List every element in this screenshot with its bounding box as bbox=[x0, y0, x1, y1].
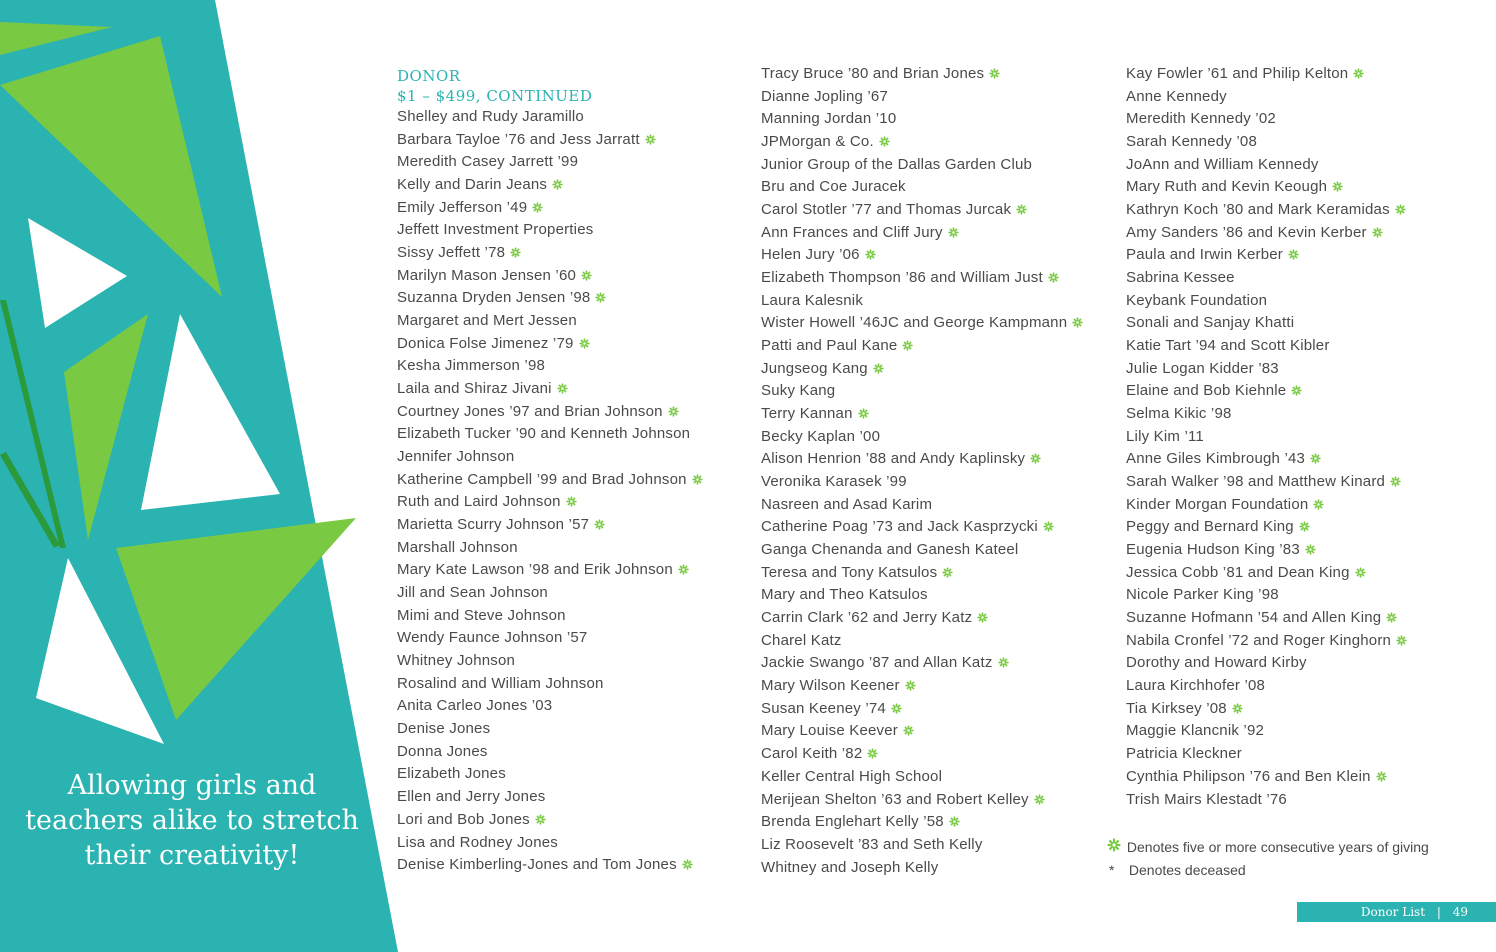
donor-entry bbox=[761, 108, 1083, 131]
donor-name: Kesha Jimmerson ’98 bbox=[397, 357, 546, 375]
donor-name: Anne Giles Kimbrough ’43 bbox=[1126, 450, 1306, 468]
donor-entry bbox=[761, 154, 1083, 177]
donor-name: Sissy Jeffett ’78 bbox=[397, 244, 506, 262]
donor-entry bbox=[397, 763, 703, 786]
donor-name: Bru and Coe Juracek bbox=[761, 178, 906, 196]
donor-entry bbox=[761, 607, 1083, 630]
donor-name: Wister Howell ’46JC and George Kampmann bbox=[761, 314, 1068, 332]
donor-name: Julie Logan Kidder ’83 bbox=[1126, 359, 1279, 377]
asterisk-flower-icon bbox=[1048, 272, 1059, 283]
asterisk-flower-icon bbox=[1390, 476, 1401, 487]
donor-entry bbox=[397, 333, 703, 356]
donor-entry bbox=[761, 335, 1083, 358]
donor-name: Paula and Irwin Kerber bbox=[1126, 246, 1283, 264]
footer-page-number: 49 bbox=[1452, 905, 1468, 919]
donor-name: Kinder Morgan Foundation bbox=[1126, 495, 1309, 513]
asterisk-flower-icon bbox=[949, 816, 960, 827]
asterisk-flower-icon bbox=[903, 725, 914, 736]
donor-name: Sarah Walker ’98 and Matthew Kinard bbox=[1126, 473, 1386, 491]
donor-name: JPMorgan & Co. bbox=[761, 133, 874, 151]
donor-name: Liz Roosevelt ’83 and Seth Kelly bbox=[761, 835, 983, 853]
donor-entry bbox=[1126, 516, 1407, 539]
donor-name: Jill and Sean Johnson bbox=[397, 584, 548, 602]
donor-name: Anita Carleo Jones ’03 bbox=[397, 697, 553, 715]
asterisk-flower-icon bbox=[1072, 317, 1083, 328]
donor-entry bbox=[397, 718, 703, 741]
asterisk-flower-icon bbox=[1332, 181, 1343, 192]
asterisk-flower-icon bbox=[682, 859, 693, 870]
donor-entry bbox=[761, 516, 1083, 539]
donor-name: Trish Mairs Klestadt ’76 bbox=[1126, 790, 1287, 808]
donor-name: Jeffett Investment Properties bbox=[397, 221, 594, 239]
donor-name: Sonali and Sanjay Khatti bbox=[1126, 314, 1295, 332]
donor-name: Jackie Swango ’87 and Allan Katz bbox=[761, 654, 993, 672]
donor-name: Eugenia Hudson King ’83 bbox=[1126, 541, 1300, 559]
donor-name: Helen Jury ’06 bbox=[761, 246, 860, 264]
footer-section-label: Donor List bbox=[1360, 905, 1426, 919]
donor-entry bbox=[397, 174, 703, 197]
asterisk-flower-icon bbox=[1313, 499, 1324, 510]
asterisk-flower-icon bbox=[977, 612, 988, 623]
donor-name: Suzanne Hofmann ’54 and Allen King bbox=[1126, 609, 1382, 627]
donor-entry bbox=[397, 378, 703, 401]
asterisk-flower-icon bbox=[566, 496, 577, 507]
asterisk-flower-icon bbox=[1386, 612, 1397, 623]
donor-entry bbox=[1126, 607, 1407, 630]
donor-name: Laura Kalesnik bbox=[761, 291, 864, 309]
donor-entry bbox=[761, 811, 1083, 834]
donor-name: Elizabeth Jones bbox=[397, 765, 506, 783]
donor-name: Jessica Cobb ’81 and Dean King bbox=[1126, 563, 1350, 581]
donor-entry bbox=[397, 401, 703, 424]
donor-name: Meredith Kennedy ’02 bbox=[1126, 110, 1276, 128]
donor-entry bbox=[1126, 154, 1407, 177]
donor-name: Patricia Kleckner bbox=[1126, 745, 1242, 763]
donor-entry bbox=[1126, 403, 1407, 426]
donor-entry bbox=[1126, 698, 1407, 721]
asterisk-flower-icon bbox=[1016, 204, 1027, 215]
donor-entry bbox=[1126, 652, 1407, 675]
donor-entry bbox=[1126, 494, 1407, 517]
donor-entry bbox=[397, 491, 703, 514]
legend-five-years bbox=[1107, 838, 1429, 855]
donor-entry bbox=[1126, 562, 1407, 585]
donor-entry bbox=[761, 652, 1083, 675]
donor-name: Cynthia Philipson ’76 and Ben Klein bbox=[1126, 767, 1371, 785]
donor-name: Tia Kirksey ’08 bbox=[1126, 699, 1227, 717]
donor-name: Whitney Johnson bbox=[397, 652, 516, 670]
donor-name: Teresa and Tony Katsulos bbox=[761, 563, 938, 581]
donor-entry bbox=[1126, 108, 1407, 131]
donor-name: Denise Kimberling-Jones and Tom Jones bbox=[397, 856, 677, 874]
donor-name: Mary and Theo Katsulos bbox=[761, 586, 928, 604]
donor-entry bbox=[1126, 743, 1407, 766]
donor-name: Lori and Bob Jones bbox=[397, 810, 530, 828]
donor-entry bbox=[761, 403, 1083, 426]
donor-name: Katie Tart ’94 and Scott Kibler bbox=[1126, 337, 1330, 355]
donor-entry bbox=[761, 698, 1083, 721]
asterisk-flower-icon bbox=[692, 474, 703, 485]
footer-separator: | bbox=[1436, 905, 1441, 919]
donor-entry bbox=[1126, 630, 1407, 653]
donor-name: Denise Jones bbox=[397, 720, 491, 738]
legend-deceased-text: Denotes deceased bbox=[1128, 862, 1246, 878]
donor-name: Becky Kaplan ’00 bbox=[761, 427, 881, 445]
donor-name: Shelley and Rudy Jaramillo bbox=[397, 108, 584, 125]
donor-name: Ganga Chenanda and Ganesh Kateel bbox=[761, 541, 1019, 559]
donor-name: Margaret and Mert Jessen bbox=[397, 312, 577, 330]
donor-entry bbox=[1126, 766, 1407, 789]
donor-entry bbox=[761, 494, 1083, 517]
donor-entry bbox=[761, 358, 1083, 381]
donor-name: Brenda Englehart Kelly ’58 bbox=[761, 813, 944, 831]
donor-entry bbox=[761, 471, 1083, 494]
pull-quote-line: their creativity! bbox=[84, 840, 300, 871]
asterisk-flower-icon bbox=[581, 270, 592, 281]
donor-name: Jungseog Kang bbox=[761, 359, 868, 377]
donor-name: Katherine Campbell ’99 and Brad Johnson bbox=[397, 470, 687, 488]
donor-entry bbox=[761, 86, 1083, 109]
donor-entry bbox=[761, 131, 1083, 154]
donor-entry bbox=[397, 106, 703, 129]
asterisk-flower-icon bbox=[1043, 521, 1054, 532]
section-heading-donor: DONOR bbox=[397, 67, 461, 85]
donor-entry bbox=[1126, 267, 1407, 290]
donor-name: Peggy and Bernard King bbox=[1126, 518, 1294, 536]
donor-name: Emily Jefferson ’49 bbox=[397, 198, 528, 216]
donor-entry bbox=[761, 743, 1083, 766]
donor-name: Kelly and Darin Jeans bbox=[397, 176, 548, 194]
donor-name: Lisa and Rodney Jones bbox=[397, 833, 558, 851]
donor-entry bbox=[1126, 222, 1407, 245]
asterisk-flower-icon bbox=[891, 703, 902, 714]
donor-name: Nasreen and Asad Karim bbox=[761, 495, 933, 513]
donor-entry bbox=[397, 469, 703, 492]
asterisk-flower-icon bbox=[645, 134, 656, 145]
donor-entry bbox=[1126, 380, 1407, 403]
donor-entry bbox=[397, 627, 703, 650]
donor-entry bbox=[397, 854, 703, 877]
donor-name: Patti and Paul Kane bbox=[761, 337, 898, 355]
donor-name: Ruth and Laird Johnson bbox=[397, 493, 561, 511]
donor-entry bbox=[1126, 539, 1407, 562]
donor-name: Mary Wilson Keener bbox=[761, 677, 900, 695]
donor-entry bbox=[397, 809, 703, 832]
donor-entry bbox=[761, 857, 1083, 880]
donor-name: Dorothy and Howard Kirby bbox=[1126, 654, 1307, 672]
donor-name: Jennifer Johnson bbox=[397, 448, 515, 466]
donor-list bbox=[1126, 63, 1407, 811]
donor-name: Wendy Faunce Johnson ’57 bbox=[397, 629, 588, 647]
donor-entry bbox=[397, 287, 703, 310]
donor-name: Ellen and Jerry Jones bbox=[397, 788, 546, 806]
donor-entry bbox=[397, 650, 703, 673]
asterisk-flower-icon bbox=[902, 340, 913, 351]
donor-entry bbox=[761, 222, 1083, 245]
donor-name: Nabila Cronfel ’72 and Roger Kinghorn bbox=[1126, 631, 1392, 649]
donor-entry bbox=[397, 605, 703, 628]
donor-name: Mary Louise Keever bbox=[761, 722, 898, 740]
donor-entry bbox=[761, 312, 1083, 335]
donor-entry bbox=[397, 741, 703, 764]
donor-entry bbox=[397, 355, 703, 378]
asterisk-flower-icon bbox=[1305, 544, 1316, 555]
donor-name: Kay Fowler ’61 and Philip Kelton bbox=[1126, 65, 1349, 82]
donor-name: Mimi and Steve Johnson bbox=[397, 606, 566, 624]
donor-name: Whitney and Joseph Kelly bbox=[761, 858, 939, 876]
donor-name: Carol Keith ’82 bbox=[761, 745, 863, 763]
donor-entry bbox=[761, 199, 1083, 222]
asterisk-flower-icon bbox=[989, 68, 1000, 79]
asterisk-flower-icon bbox=[879, 136, 890, 147]
pull-quote-line: teachers alike to stretch bbox=[25, 805, 359, 836]
donor-entry bbox=[397, 129, 703, 152]
donor-column-2 bbox=[761, 63, 1083, 879]
asterisk-flower-icon bbox=[1396, 635, 1407, 646]
donor-entry bbox=[1126, 720, 1407, 743]
donor-entry bbox=[397, 310, 703, 333]
donor-name: Marshall Johnson bbox=[397, 538, 518, 556]
asterisk-flower-icon bbox=[535, 814, 546, 825]
asterisk-flower-icon bbox=[1299, 521, 1310, 532]
donor-name: Catherine Poag ’73 and Jack Kasprzycki bbox=[761, 518, 1038, 536]
donor-entry bbox=[761, 675, 1083, 698]
donor-entry bbox=[1126, 584, 1407, 607]
donor-column-3 bbox=[1126, 63, 1407, 811]
donor-entry bbox=[397, 582, 703, 605]
donor-name: Maggie Klancnik ’92 bbox=[1126, 722, 1265, 740]
donor-entry bbox=[761, 267, 1083, 290]
asterisk-flower-icon bbox=[1376, 771, 1387, 782]
donor-name: Kathryn Koch ’80 and Mark Keramidas bbox=[1126, 201, 1390, 219]
donor-name: Carrin Clark ’62 and Jerry Katz bbox=[761, 609, 973, 627]
donor-entry bbox=[1126, 358, 1407, 381]
donor-name: Laila and Shiraz Jivani bbox=[397, 380, 552, 398]
donor-entry bbox=[761, 426, 1083, 449]
asterisk-flower-icon bbox=[1030, 453, 1041, 464]
donor-entry bbox=[397, 537, 703, 560]
page-footer bbox=[1297, 902, 1496, 922]
donor-list bbox=[397, 106, 703, 877]
donor-entry bbox=[761, 630, 1083, 653]
donor-entry bbox=[1126, 86, 1407, 109]
donor-name: Junior Group of the Dallas Garden Club bbox=[761, 155, 1033, 173]
donor-name: Mary Ruth and Kevin Keough bbox=[1126, 178, 1328, 196]
donor-entry bbox=[761, 176, 1083, 199]
asterisk-flower-icon bbox=[552, 179, 563, 190]
donor-entry bbox=[761, 290, 1083, 313]
donor-entry bbox=[761, 720, 1083, 743]
donor-entry bbox=[397, 695, 703, 718]
legend-deceased-symbol: * bbox=[1109, 862, 1115, 878]
section-heading bbox=[397, 66, 703, 106]
donor-name: Barbara Tayloe ’76 and Jess Jarratt bbox=[397, 130, 640, 148]
asterisk-flower-icon bbox=[858, 408, 869, 419]
asterisk-flower-icon bbox=[1288, 249, 1299, 260]
donor-name: Dianne Jopling ’67 bbox=[761, 87, 889, 105]
donor-entry bbox=[397, 832, 703, 855]
donor-entry bbox=[397, 446, 703, 469]
donor-name: Laura Kirchhofer ’08 bbox=[1126, 677, 1266, 695]
donor-entry bbox=[397, 197, 703, 220]
asterisk-flower-icon bbox=[678, 564, 689, 575]
donor-entry bbox=[397, 151, 703, 174]
asterisk-flower-icon bbox=[942, 567, 953, 578]
donor-entry bbox=[1126, 335, 1407, 358]
donor-entry bbox=[761, 448, 1083, 471]
asterisk-flower-icon bbox=[1034, 794, 1045, 805]
donor-name: Suzanna Dryden Jensen ’98 bbox=[397, 289, 591, 307]
donor-name: Veronika Karasek ’99 bbox=[761, 473, 907, 491]
donor-entry bbox=[397, 219, 703, 242]
donor-list bbox=[761, 63, 1083, 879]
asterisk-flower-icon bbox=[532, 202, 543, 213]
donor-entry bbox=[1126, 789, 1407, 812]
donor-name: Marietta Scurry Johnson ’57 bbox=[397, 516, 590, 534]
donor-entry bbox=[397, 673, 703, 696]
donor-entry bbox=[1126, 471, 1407, 494]
donor-name: Donna Jones bbox=[397, 742, 488, 760]
asterisk-flower-icon bbox=[873, 363, 884, 374]
donor-name: Elaine and Bob Kiehnle bbox=[1126, 382, 1287, 400]
asterisk-flower-icon bbox=[1107, 838, 1123, 855]
donor-entry bbox=[761, 380, 1083, 403]
asterisk-flower-icon bbox=[1353, 68, 1364, 79]
donor-entry bbox=[397, 265, 703, 288]
donor-name: Alison Henrion ’88 and Andy Kaplinsky bbox=[761, 450, 1026, 468]
asterisk-flower-icon bbox=[595, 292, 606, 303]
donor-name: Susan Keeney ’74 bbox=[761, 699, 886, 717]
asterisk-flower-icon bbox=[1395, 204, 1406, 215]
donor-entry bbox=[761, 584, 1083, 607]
donor-name: Suky Kang bbox=[761, 382, 836, 400]
donor-entry bbox=[761, 539, 1083, 562]
donor-name: Charel Katz bbox=[761, 631, 842, 649]
asterisk-flower-icon bbox=[867, 748, 878, 759]
asterisk-flower-icon bbox=[557, 383, 568, 394]
asterisk-flower-icon bbox=[668, 406, 679, 417]
asterisk-flower-icon bbox=[510, 247, 521, 258]
donor-name: Terry Kannan bbox=[761, 405, 853, 423]
donor-entry bbox=[1126, 63, 1407, 86]
asterisk-flower-icon bbox=[1355, 567, 1366, 578]
asterisk-flower-icon bbox=[1232, 703, 1243, 714]
donor-entry bbox=[1126, 199, 1407, 222]
donor-name: Amy Sanders ’86 and Kevin Kerber bbox=[1126, 223, 1367, 241]
donor-entry bbox=[1126, 426, 1407, 449]
asterisk-flower-icon bbox=[905, 680, 916, 691]
asterisk-flower-icon bbox=[1291, 385, 1302, 396]
donor-column-1 bbox=[397, 66, 703, 877]
donor-entry bbox=[761, 766, 1083, 789]
donor-name: Carol Stotler ’77 and Thomas Jurcak bbox=[761, 201, 1012, 219]
donor-name: Anne Kennedy bbox=[1126, 87, 1227, 105]
donor-name: Elizabeth Thompson ’86 and William Just bbox=[761, 269, 1043, 287]
donor-name: Selma Kikic ’98 bbox=[1126, 405, 1232, 423]
donor-entry bbox=[397, 786, 703, 809]
donor-name: Manning Jordan ’10 bbox=[761, 110, 897, 128]
donor-name: Courtney Jones ’97 and Brian Johnson bbox=[397, 402, 663, 420]
legend-deceased bbox=[1107, 862, 1246, 878]
donor-entry bbox=[397, 559, 703, 582]
donor-entry bbox=[1126, 176, 1407, 199]
donor-entry bbox=[761, 834, 1083, 857]
asterisk-flower-icon bbox=[594, 519, 605, 530]
asterisk-flower-icon bbox=[579, 338, 590, 349]
donor-name: Elizabeth Tucker ’90 and Kenneth Johnson bbox=[397, 425, 691, 443]
donor-entry bbox=[761, 63, 1083, 86]
donor-name: Mary Kate Lawson ’98 and Erik Johnson bbox=[397, 561, 673, 579]
donor-entry bbox=[397, 423, 703, 446]
asterisk-flower-icon bbox=[998, 657, 1009, 668]
asterisk-flower-icon bbox=[865, 249, 876, 260]
donor-name: Ann Frances and Cliff Jury bbox=[761, 223, 943, 241]
donor-name: Meredith Casey Jarrett ’99 bbox=[397, 153, 579, 171]
donor-entry bbox=[1126, 290, 1407, 313]
pull-quote-line: Allowing girls and bbox=[67, 770, 317, 801]
donor-entry bbox=[397, 514, 703, 537]
donor-entry bbox=[397, 242, 703, 265]
donor-name: JoAnn and William Kennedy bbox=[1126, 155, 1319, 173]
donor-name: Keybank Foundation bbox=[1126, 291, 1268, 309]
donor-name: Marilyn Mason Jensen ’60 bbox=[397, 266, 577, 284]
donor-name: Sabrina Kessee bbox=[1126, 269, 1235, 287]
donor-entry bbox=[1126, 244, 1407, 267]
donor-entry bbox=[761, 244, 1083, 267]
donor-name: Keller Central High School bbox=[761, 767, 943, 785]
donor-name: Rosalind and William Johnson bbox=[397, 674, 604, 692]
donor-entry bbox=[1126, 675, 1407, 698]
asterisk-flower-icon bbox=[1310, 453, 1321, 464]
donor-name: Sarah Kennedy ’08 bbox=[1126, 133, 1257, 151]
donor-entry bbox=[761, 562, 1083, 585]
asterisk-flower-icon bbox=[948, 227, 959, 238]
donor-entry bbox=[761, 789, 1083, 812]
legend-five-years-text: Denotes five or more consecutive years of giving bbox=[1126, 839, 1429, 855]
donor-entry bbox=[1126, 131, 1407, 154]
donor-name: Tracy Bruce ’80 and Brian Jones bbox=[761, 65, 985, 82]
donor-entry bbox=[1126, 448, 1407, 471]
pull-quote bbox=[22, 768, 362, 873]
donor-name: Nicole Parker King ’98 bbox=[1126, 586, 1279, 604]
donor-name: Donica Folse Jimenez ’79 bbox=[397, 334, 574, 352]
section-heading-range: $1 – $499, CONTINUED bbox=[397, 87, 593, 105]
donor-name: Lily Kim ’11 bbox=[1126, 427, 1204, 445]
donor-name: Merijean Shelton ’63 and Robert Kelley bbox=[761, 790, 1029, 808]
asterisk-flower-icon bbox=[1372, 227, 1383, 238]
donor-entry bbox=[1126, 312, 1407, 335]
